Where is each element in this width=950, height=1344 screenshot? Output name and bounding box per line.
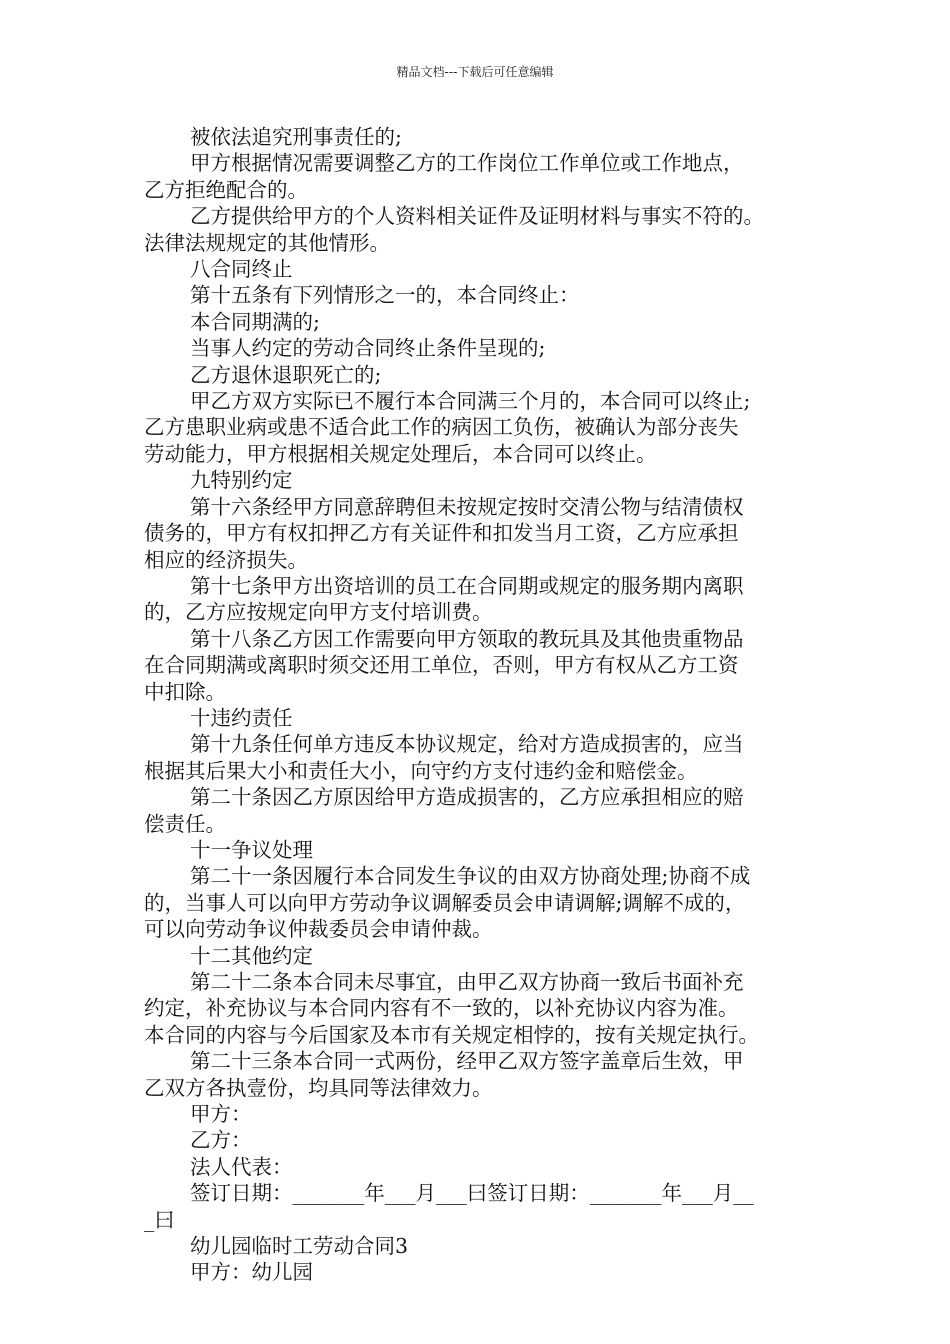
text-line: 的，乙方应按规定向甲方支付培训费。 [144, 600, 493, 625]
text-line: 八合同终止 [190, 257, 293, 282]
text-line: 中扣除。 [144, 679, 226, 704]
text-line: 乙方患职业病或患不适合此工作的病因工负伤，被确认为部分丧失 [144, 415, 739, 440]
text-line: 十二其他约定 [190, 943, 313, 968]
text-line: 十一争议处理 [190, 837, 313, 862]
text-line: 相应的经济损失。 [144, 547, 308, 572]
text-line: 甲方：幼儿园 [190, 1260, 313, 1285]
text-line: 本合同的内容与今后国家及本市有关规定相悖的，按有关规定执行。 [144, 1022, 759, 1047]
text-line: 第十七条甲方出资培训的员工在合同期或规定的服务期内离职 [190, 573, 744, 598]
text-line: 签订日期：_______年___月___曰签订日期：_______年___月__ [190, 1181, 754, 1206]
text-line: 幼儿园临时工劳动合同3 [190, 1234, 409, 1259]
text-line: 乙方提供给甲方的个人资料相关证件及证明材料与事实不符的。 [190, 204, 764, 229]
text-line: 第十六条经甲方同意辞聘但未按规定按时交清公物与结清债权 [190, 494, 744, 519]
page-header: 精品文档---下载后可任意编辑 [396, 65, 554, 79]
text-line: 乙方： [190, 1128, 252, 1153]
text-line: 被依法追究刑事责任的; [190, 125, 402, 149]
text-line: 可以向劳动争议仲裁委员会申请仲裁。 [144, 917, 493, 942]
text-line: 法律法规规定的其他情形。 [144, 230, 390, 255]
text-line: 约定，补充协议与本合同内容有不一致的，以补充协议内容为准。 [144, 996, 739, 1021]
text-line: 甲方： [190, 1102, 252, 1127]
text-line: 乙方退休退职死亡的; [190, 362, 382, 387]
text-line: 第十五条有下列情形之一的，本合同终止： [190, 283, 580, 308]
text-line: 第二十三条本合同一式两份，经甲乙双方签字盖章后生效，甲 [190, 1049, 744, 1074]
text-line: 债务的，甲方有权扣押乙方有关证件和扣发当月工资，乙方应承担 [144, 521, 739, 546]
text-line: 劳动能力，甲方根据相关规定处理后，本合同可以终止。 [144, 441, 657, 466]
text-line: _曰 [144, 1207, 175, 1232]
text-line: 本合同期满的; [190, 309, 320, 334]
text-line: 第二十二条本合同未尽事宜，由甲乙双方协商一致后书面补充 [190, 970, 744, 994]
text-line: 第十八条乙方因工作需要向甲方领取的教玩具及其他贵重物品 [190, 626, 744, 651]
text-line: 乙方拒绝配合的。 [144, 177, 308, 202]
text-line: 的，当事人可以向甲方劳动争议调解委员会申请调解;调解不成的， [144, 890, 746, 915]
text-line: 法人代表： [190, 1154, 293, 1179]
text-line: 根据其后果大小和责任大小，向守约方支付违约金和赔偿金。 [144, 758, 698, 783]
text-line: 十违约责任 [190, 705, 293, 730]
text-line: 第二十一条因履行本合同发生争议的由双方协商处理;协商不成 [190, 864, 751, 889]
document-body [144, 124, 814, 1286]
text-line: 当事人约定的劳动合同终止条件呈现的; [190, 336, 546, 361]
text-line: 第二十条因乙方原因给甲方造成损害的，乙方应承担相应的赔 [190, 785, 744, 810]
text-line: 甲乙方双方实际已不履行本合同满三个月的，本合同可以终止; [190, 389, 751, 414]
text-line: 在合同期满或离职时须交还用工单位，否则，甲方有权从乙方工资 [144, 653, 739, 678]
text-line: 乙双方各执壹份，均具同等法律效力。 [144, 1075, 493, 1100]
text-line: 偿责任。 [144, 811, 226, 836]
text-line: 甲方根据情况需要调整乙方的工作岗位工作单位或工作地点， [190, 151, 744, 176]
text-line: 九特别约定 [190, 468, 293, 493]
text-line: 第十九条任何单方违反本协议规定，给对方造成损害的，应当 [190, 732, 744, 757]
